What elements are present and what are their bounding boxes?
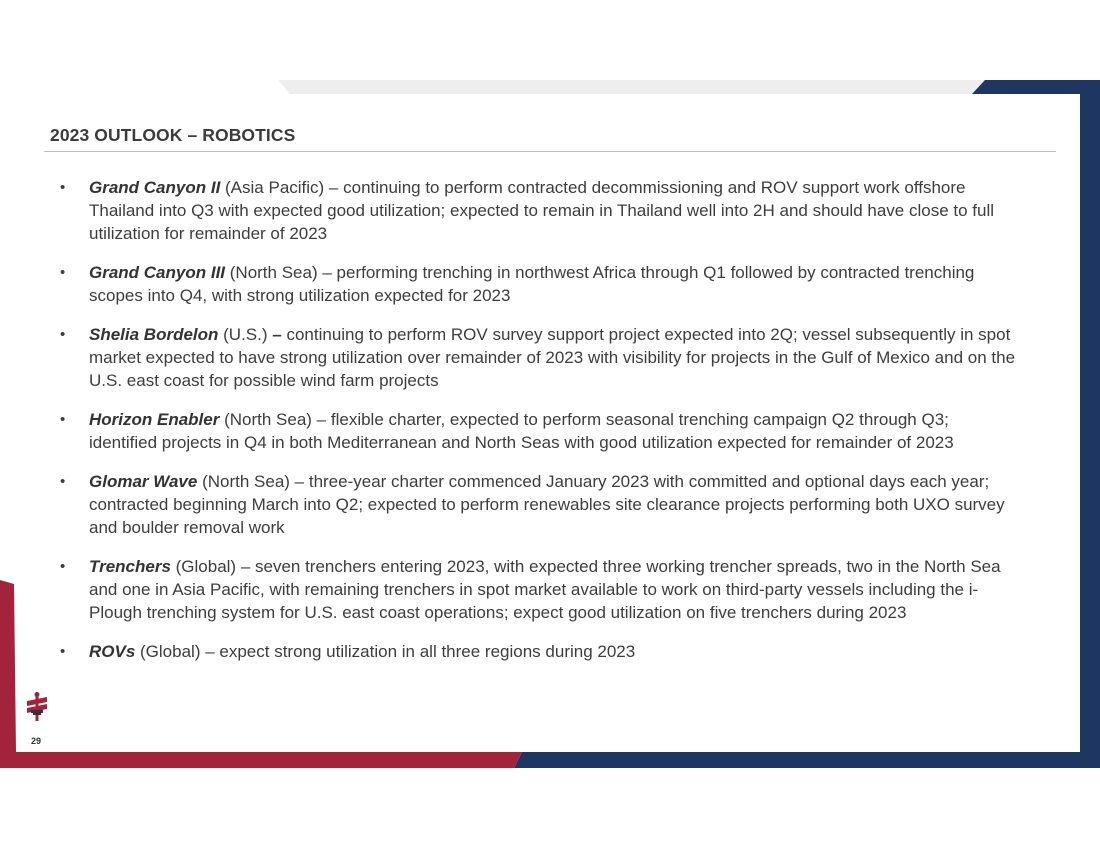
region-text: (U.S.) xyxy=(218,325,273,344)
bullet-text: performing trenching in northwest Africa through Q1 followed by contracted trenching scopes into Q4, with strong utilization expected for 2023 xyxy=(89,263,975,305)
bullet-list xyxy=(60,176,1020,663)
title-divider xyxy=(44,151,1056,152)
bullet-text: seven trenchers entering 2023, with expected three working trencher spreads, two in the North Sea and one in Asia Pacific, with remaining trenchers in spot market available to work on third-party vessels including the i-Plough trenching system for U.S. east coast operations; expect good utilization on five trenchers during 2023 xyxy=(89,557,1001,622)
bullet-icon: • xyxy=(60,558,66,575)
vessel-name: Horizon Enabler xyxy=(89,410,220,429)
list-item xyxy=(60,555,1020,624)
top-grey-band xyxy=(278,80,985,94)
list-item xyxy=(60,323,1020,392)
bullet-text: flexible charter, expected to perform seasonal trenching campaign Q2 through Q3; identified projects in Q4 in both Mediterranean and North Seas with good utilization expected for remainder of 2023 xyxy=(89,410,954,452)
page-number: 29 xyxy=(31,736,42,746)
region-text: (Global) – xyxy=(135,642,220,661)
vessel-name: Grand Canyon III xyxy=(89,263,226,282)
bullet-icon: • xyxy=(60,326,66,343)
list-item xyxy=(60,470,1020,539)
vessel-name: ROVs xyxy=(89,642,136,661)
bullet-text: continuing to perform ROV survey support project expected into 2Q; vessel subsequently in spot market expected to have strong utilization over remainder of 2023 with visibility for projects in the Gulf of Mexico and on the U.S. east coast for possible wind farm projects xyxy=(89,325,1016,390)
vessel-name: Shelia Bordelon xyxy=(89,325,219,344)
bullet-text: three-year charter commenced January 2023 with committed and optional days each year; contracted beginning March into Q2; expected to perform renewables site clearance projects performing both UXO survey and boulder removal work xyxy=(89,472,1005,537)
vessel-name: Trenchers xyxy=(89,557,171,576)
list-item xyxy=(60,176,1020,245)
bullet-icon: • xyxy=(60,643,66,660)
vessel-name: Grand Canyon II xyxy=(89,178,221,197)
bottom-red-band xyxy=(0,752,522,768)
helix-logo-icon xyxy=(24,692,50,722)
region-text: (North Sea) – xyxy=(225,263,337,282)
bold-dash: – xyxy=(272,325,282,344)
bullet-text: expect strong utilization in all three regions during 2023 xyxy=(219,642,636,661)
bullet-icon: • xyxy=(60,473,66,490)
bullet-icon: • xyxy=(60,264,66,281)
region-text: (Asia Pacific) – xyxy=(220,178,344,197)
slide xyxy=(0,80,1100,768)
region-text: (North Sea) – xyxy=(219,410,331,429)
bullet-icon: • xyxy=(60,411,66,428)
region-text: (Global) – xyxy=(170,557,255,576)
bullet-icon: • xyxy=(60,179,66,196)
region-text: (North Sea) – xyxy=(197,472,309,491)
bullet-text: continuing to perform contracted decommissioning and ROV support work offshore Thailand into Q3 with expected good utilization; expected to remain in Thailand well into 2H and should have close to full utilization for remainder of 2023 xyxy=(89,178,995,243)
list-item xyxy=(60,408,1020,454)
list-item xyxy=(60,640,1020,663)
vessel-name: Glomar Wave xyxy=(89,472,198,491)
left-red-band xyxy=(0,580,16,752)
slide-title: 2023 OUTLOOK – ROBOTICS xyxy=(50,125,296,145)
list-item xyxy=(60,261,1020,307)
bottom-navy-band xyxy=(514,752,1100,768)
